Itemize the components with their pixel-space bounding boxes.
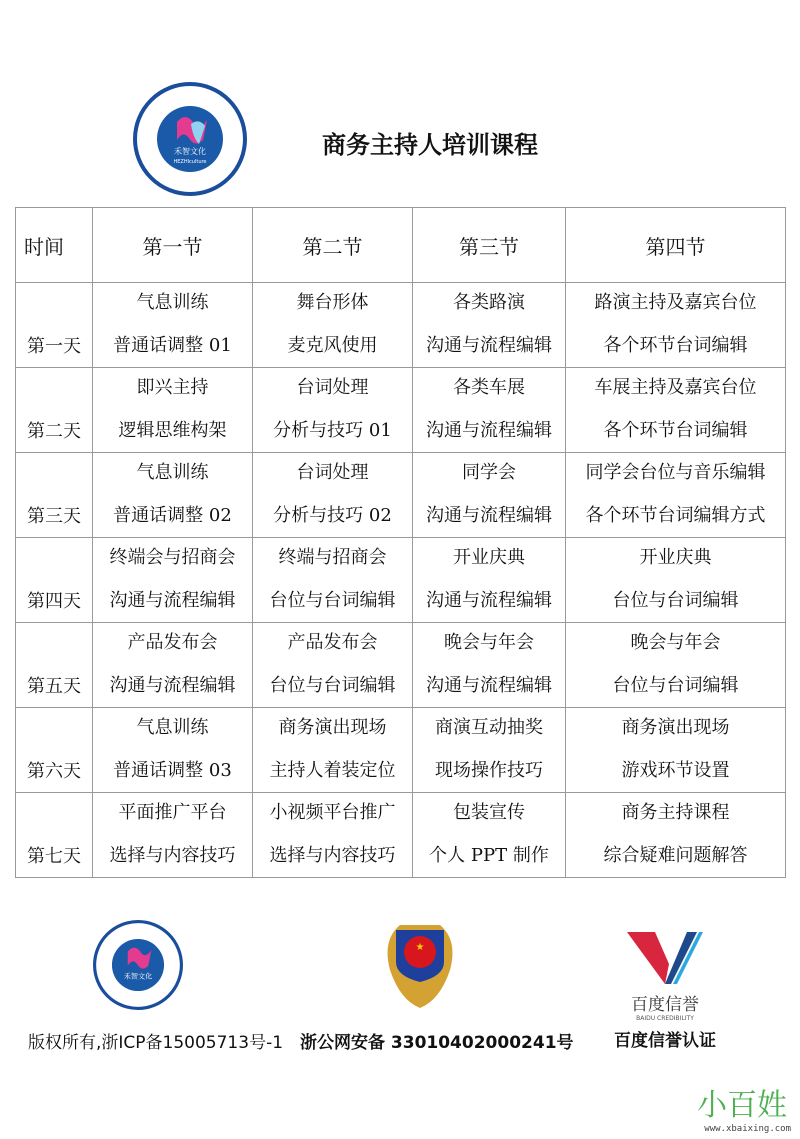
session-topic: 气息训练 [136, 292, 209, 313]
session-topic: 台词处理 [296, 462, 369, 483]
session-cell [253, 623, 413, 708]
session-topic: 商务演出现场 [278, 717, 387, 738]
day-cell [16, 453, 93, 538]
page-title: 商务主持人培训课程 [322, 131, 538, 159]
session-detail: 各个环节台词编辑 [603, 420, 748, 441]
session-cell [566, 708, 786, 793]
table-row [16, 453, 786, 538]
session-cell [413, 453, 566, 538]
session-topic: 终端会与招商会 [109, 547, 236, 568]
day-cell [16, 793, 93, 878]
session-cell [253, 793, 413, 878]
hezhi-logo-small [93, 920, 183, 1010]
police-record-text: 浙公网安备 33010402000241号 [300, 1033, 574, 1053]
session-cell [93, 538, 253, 623]
session-detail: 游戏环节设置 [621, 760, 730, 781]
session-cell [93, 283, 253, 368]
day-cell [16, 623, 93, 708]
table-row [16, 538, 786, 623]
day-cell [16, 368, 93, 453]
svg-text:禾智文化: 禾智文化 [174, 147, 206, 156]
session-topic: 路演主持及嘉宾台位 [594, 292, 757, 313]
session-topic: 开业庆典 [639, 547, 712, 568]
session-detail: 台位与台词编辑 [612, 590, 739, 611]
course-schedule-table [15, 207, 786, 878]
session-topic: 平面推广平台 [118, 802, 227, 823]
session-detail: 综合疑难问题解答 [603, 845, 748, 866]
table-row [16, 708, 786, 793]
column-header-time: 时间 [16, 208, 93, 283]
session-detail: 现场操作技巧 [435, 760, 543, 781]
table-row [16, 283, 786, 368]
session-detail: 台位与台词编辑 [612, 675, 739, 696]
police-block [300, 920, 574, 1053]
session-cell [253, 283, 413, 368]
day-cell [16, 538, 93, 623]
session-detail: 主持人着装定位 [269, 760, 396, 781]
svg-text:HEZHIculture: HEZHIculture [173, 159, 207, 165]
session-topic: 气息训练 [136, 462, 209, 483]
session-topic: 包装宣传 [453, 802, 525, 823]
baidu-logo-sub: BAIDU CREDIBILITY [636, 1015, 694, 1022]
session-detail: 普通话调整 03 [113, 760, 232, 781]
session-topic: 各类路演 [453, 292, 525, 313]
session-detail: 各个环节台词编辑 [603, 335, 748, 356]
day-label: 第一天 [27, 336, 81, 357]
session-topic: 晚会与年会 [444, 632, 534, 653]
table-row [16, 793, 786, 878]
session-topic: 商演互动抽奖 [435, 717, 543, 738]
session-topic: 产品发布会 [287, 632, 378, 653]
column-header-session-1: 第一节 [93, 208, 253, 283]
session-topic: 各类车展 [453, 377, 525, 398]
session-detail: 各个环节台词编辑方式 [585, 505, 766, 526]
session-detail: 分析与技巧 02 [273, 505, 392, 526]
police-emblem-icon [380, 920, 460, 1010]
session-topic: 车展主持及嘉宾台位 [594, 377, 757, 398]
session-cell [93, 368, 253, 453]
session-cell [413, 538, 566, 623]
session-cell [253, 708, 413, 793]
baidu-block [600, 920, 730, 1051]
session-cell [93, 708, 253, 793]
session-cell [413, 283, 566, 368]
session-topic: 同学会台位与音乐编辑 [585, 462, 766, 483]
session-detail: 普通话调整 02 [113, 505, 232, 526]
session-cell [253, 368, 413, 453]
session-cell [566, 793, 786, 878]
session-cell [413, 708, 566, 793]
session-topic: 即兴主持 [136, 377, 209, 398]
watermark-url: www.xbaixing.com [704, 1124, 791, 1134]
session-cell [566, 453, 786, 538]
session-cell [253, 453, 413, 538]
column-header-session-4: 第四节 [566, 208, 786, 283]
session-detail: 分析与技巧 01 [273, 420, 392, 441]
hezhi-logo [133, 82, 247, 196]
session-detail: 沟通与流程编辑 [426, 675, 552, 696]
session-topic: 商务演出现场 [621, 717, 730, 738]
session-cell [93, 623, 253, 708]
day-cell [16, 708, 93, 793]
day-label: 第四天 [27, 591, 81, 612]
day-label: 第三天 [27, 506, 81, 527]
session-cell [566, 283, 786, 368]
watermark-text: 小百姓 [697, 1088, 787, 1123]
session-topic: 小视频平台推广 [269, 802, 396, 823]
day-cell [16, 283, 93, 368]
session-cell [566, 368, 786, 453]
session-cell [566, 623, 786, 708]
table-row [16, 368, 786, 453]
session-cell [413, 793, 566, 878]
day-label: 第二天 [27, 421, 81, 442]
session-detail: 逻辑思维构架 [118, 420, 227, 441]
session-detail: 选择与内容技巧 [109, 845, 236, 866]
session-topic: 终端与招商会 [278, 547, 387, 568]
session-detail: 麦克风使用 [287, 335, 378, 356]
session-detail: 沟通与流程编辑 [109, 590, 236, 611]
session-detail: 普通话调整 01 [113, 335, 232, 356]
baidu-logo-text: 百度信誉 [631, 995, 699, 1015]
day-label: 第五天 [27, 676, 81, 697]
session-topic: 商务主持课程 [621, 802, 730, 823]
table-row [16, 623, 786, 708]
icp-block [28, 920, 284, 1053]
session-topic: 产品发布会 [127, 632, 218, 653]
session-topic: 舞台形体 [296, 292, 369, 313]
svg-text:★: ★ [415, 942, 425, 953]
session-detail: 沟通与流程编辑 [426, 590, 552, 611]
session-detail: 台位与台词编辑 [269, 675, 396, 696]
session-cell [413, 623, 566, 708]
session-topic: 开业庆典 [453, 547, 525, 568]
baidu-credibility-logo [625, 930, 705, 986]
column-header-session-2: 第二节 [253, 208, 413, 283]
session-detail: 沟通与流程编辑 [426, 420, 552, 441]
session-cell [413, 368, 566, 453]
session-cell [566, 538, 786, 623]
session-detail: 沟通与流程编辑 [109, 675, 236, 696]
session-detail: 沟通与流程编辑 [426, 335, 552, 356]
session-topic: 台词处理 [296, 377, 369, 398]
session-topic: 同学会 [462, 462, 516, 483]
session-detail: 沟通与流程编辑 [426, 505, 552, 526]
session-topic: 气息训练 [136, 717, 209, 738]
day-label: 第七天 [27, 846, 81, 867]
baidu-cert-text: 百度信誉认证 [614, 1031, 716, 1051]
session-cell [93, 793, 253, 878]
session-cell [253, 538, 413, 623]
watermark [670, 1080, 795, 1135]
day-label: 第六天 [27, 761, 81, 782]
session-detail: 选择与内容技巧 [269, 845, 396, 866]
session-cell [93, 453, 253, 538]
column-header-session-3: 第三节 [413, 208, 566, 283]
svg-text:禾智文化: 禾智文化 [123, 971, 153, 981]
icp-text: 版权所有,浙ICP备15005713号-1 [28, 1033, 284, 1053]
session-detail: 台位与台词编辑 [269, 590, 396, 611]
session-detail: 个人 PPT 制作 [429, 845, 549, 866]
session-topic: 晚会与年会 [630, 632, 721, 653]
